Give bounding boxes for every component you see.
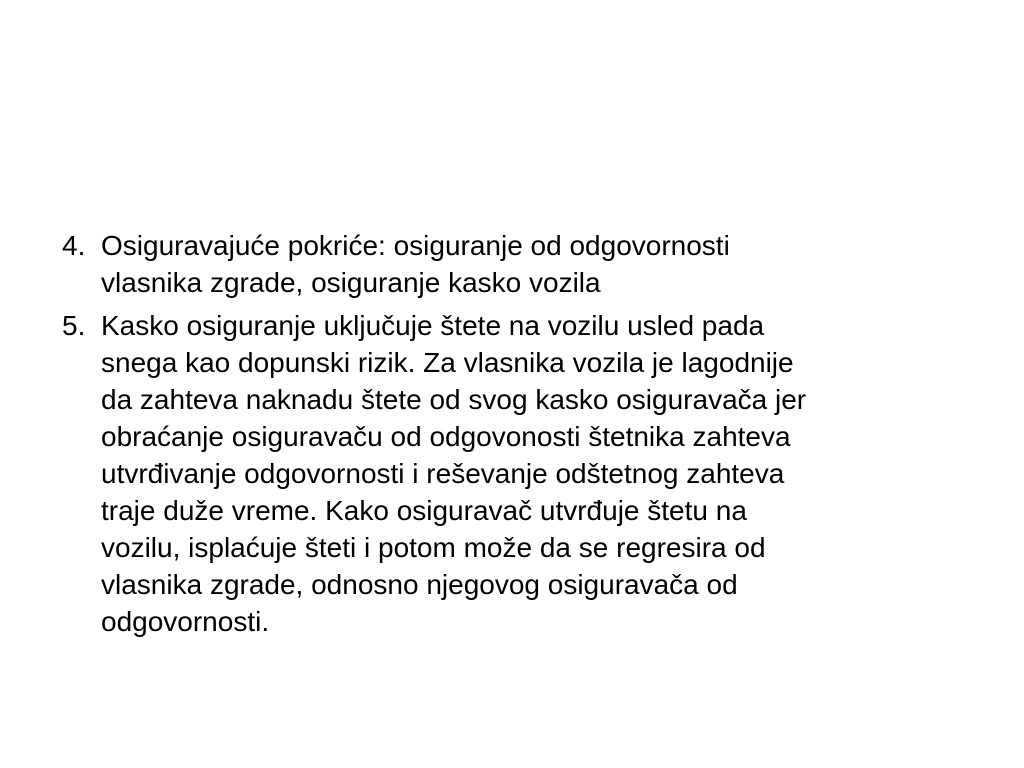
text-line: utvrđivanje odgovornosti i reševanje odštetnog zahteva <box>101 458 785 489</box>
text-line: Osiguravajuće pokriće: osiguranje od odgovornosti <box>101 230 730 261</box>
text-line: traje duže vreme. Kako osiguravač utvrđuje štetu na <box>101 495 747 526</box>
list-number: 4. <box>62 230 86 261</box>
text-line: vlasnika zgrade, odnosno njegovog osiguravača od <box>101 569 738 600</box>
slide-body <box>62 227 982 646</box>
text-line: vlasnika zgrade, osiguranje kasko vozila <box>101 267 601 298</box>
text-line: obraćanje osiguravaču od odgovonosti štetnika zahteva <box>101 421 791 452</box>
text-line: da zahteva naknadu štete od svog kasko osiguravača jer <box>101 384 807 415</box>
list-number: 5. <box>62 310 86 341</box>
list-item-5 <box>62 307 982 640</box>
text-line: Kasko osiguranje uključuje štete na vozilu usled pada <box>101 310 765 341</box>
text-line: snega kao dopunski rizik. Za vlasnika vozila je lagodnije <box>101 347 794 378</box>
text-line: vozilu, isplaćuje šteti i potom može da se regresira od <box>101 532 766 563</box>
text-line: odgovornosti. <box>101 606 270 637</box>
list-item-4 <box>62 227 982 301</box>
